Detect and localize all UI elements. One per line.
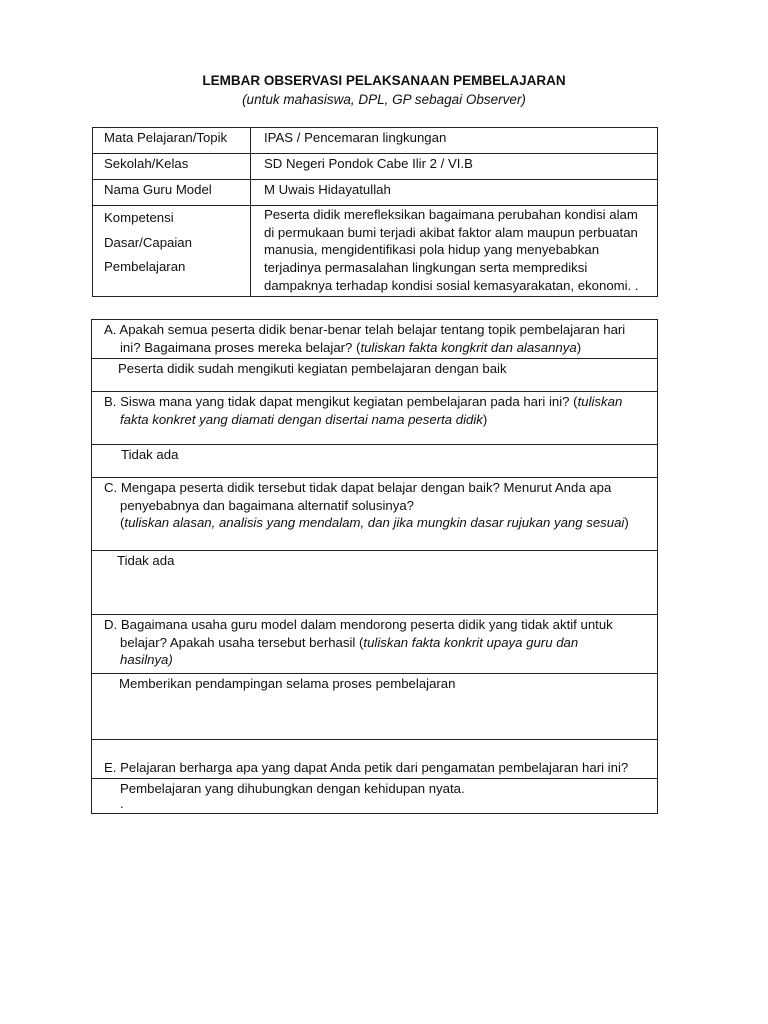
question-a-close: ) (576, 339, 582, 355)
question-row-a (92, 320, 658, 359)
answer-d: Memberikan pendampingan selama proses pembelajaran (92, 674, 658, 740)
table-row (93, 180, 658, 206)
question-b-close: ) (482, 411, 488, 427)
competency-value-line: di permukaan bumi terjadi akibat faktor alam maupun perbuatan (264, 224, 638, 240)
competency-value-line: dampaknya terhadap kondisi sosial kemasyarakatan, ekonomi. . (264, 277, 639, 293)
question-d-instruction: tuliskan fakta konkrit upaya guru dan (363, 634, 579, 650)
question-c-close: ) (624, 515, 629, 530)
answer-row-b (92, 445, 658, 478)
question-b-line1 (104, 393, 649, 411)
question-a-line2 (104, 339, 649, 357)
competency-label-line: Kompetensi (104, 210, 174, 225)
school-value: SD Negeri Pondok Cabe Ilir 2 / VI.B (251, 154, 658, 180)
teacher-value: M Uwais Hidayatullah (251, 180, 658, 206)
question-d-text: belajar? Apakah usaha tersebut berhasil ( (120, 634, 364, 650)
question-d-instruction-end: hasilnya) (120, 652, 173, 667)
question-b-line2 (104, 411, 649, 429)
page-title: LEMBAR OBSERVASI PELAKSANAAN PEMBELAJARAN (202, 73, 566, 88)
observation-table (91, 319, 658, 814)
question-d-line1: D. Bagaimana usaha guru model dalam mendorong peserta didik yang tidak aktif untuk (104, 617, 613, 632)
answer-b: Tidak ada (92, 445, 658, 478)
competency-value-line: manusia, mengidentifikasi pola hidup yang menyebabkan (264, 242, 600, 258)
subject-label: Mata Pelajaran/Topik (93, 128, 251, 154)
question-row-b (92, 392, 658, 445)
answer-row-d (92, 674, 658, 740)
question-d-line2 (104, 634, 649, 652)
question-d (92, 615, 658, 674)
question-c-open: ( (120, 515, 125, 530)
question-row-e (92, 740, 658, 779)
table-row (93, 206, 658, 297)
table-row (93, 154, 658, 180)
question-b-text: B. Siswa mana yang tidak dapat mengikut kegiatan pembelajaran pada hari ini? ( (104, 394, 578, 409)
question-e-line1: E. Pelajaran berharga apa yang dapat Anda petik dari pengamatan pembelajaran hari ini? (104, 759, 629, 775)
table-row (93, 128, 658, 154)
answer-e-line1: Pembelajaran yang dihubungkan dengan kehidupan nyata. (120, 781, 465, 796)
info-table (92, 127, 658, 297)
competency-value-line: Peserta didik merefleksikan bagaimana perubahan kondisi alam (264, 207, 638, 222)
question-c-line2: penyebabnya dan bagaimana alternatif solusinya? (120, 497, 415, 513)
question-row-c (92, 478, 658, 551)
competency-value (251, 206, 658, 297)
question-a-instruction: tuliskan fakta kongkrit dan alasannya (360, 339, 577, 355)
answer-c: Tidak ada (92, 551, 658, 615)
school-label: Sekolah/Kelas (93, 154, 251, 180)
page-subtitle: (untuk mahasiswa, DPL, GP sebagai Observer) (242, 92, 526, 107)
question-d-line3 (104, 651, 649, 669)
question-a-line1: A. Apakah semua peserta didik benar-benar telah belajar tentang topik pembelajaran hari (104, 322, 626, 337)
teacher-label: Nama Guru Model (93, 180, 251, 206)
question-c-line1: C. Mengapa peserta didik tersebut tidak dapat belajar dengan baik? Menurut Anda apa (104, 480, 612, 495)
competency-label (93, 206, 251, 297)
question-b-instruction: fakta konkret yang diamati dengan disertai nama peserta didik (120, 411, 483, 427)
question-a-text: ini? Bagaimana proses mereka belajar? ( (120, 339, 361, 355)
question-b-instruction-start: tuliskan (577, 394, 623, 409)
question-c (92, 478, 658, 551)
answer-e (92, 779, 658, 814)
competency-label-line: Dasar/Capaian (104, 234, 192, 250)
question-a (92, 320, 658, 359)
question-e (92, 740, 658, 779)
competency-value-line: terjadinya permasalahan lingkungan serta memprediksi (264, 260, 588, 276)
question-c-line3 (104, 514, 649, 532)
answer-row-a (92, 359, 658, 392)
answer-row-c (92, 551, 658, 615)
question-b (92, 392, 658, 445)
subject-value: IPAS / Pencemaran lingkungan (251, 128, 658, 154)
competency-label-line: Pembelajaran (104, 259, 186, 274)
question-c-instruction: tuliskan alasan, analisis yang mendalam, dan jika mungkin dasar rujukan yang sesuai (124, 515, 625, 530)
answer-a: Peserta didik sudah mengikuti kegiatan pembelajaran dengan baik (92, 359, 658, 392)
answer-e-line2: . (120, 795, 124, 811)
question-row-d (92, 615, 658, 674)
answer-row-e (92, 779, 658, 814)
